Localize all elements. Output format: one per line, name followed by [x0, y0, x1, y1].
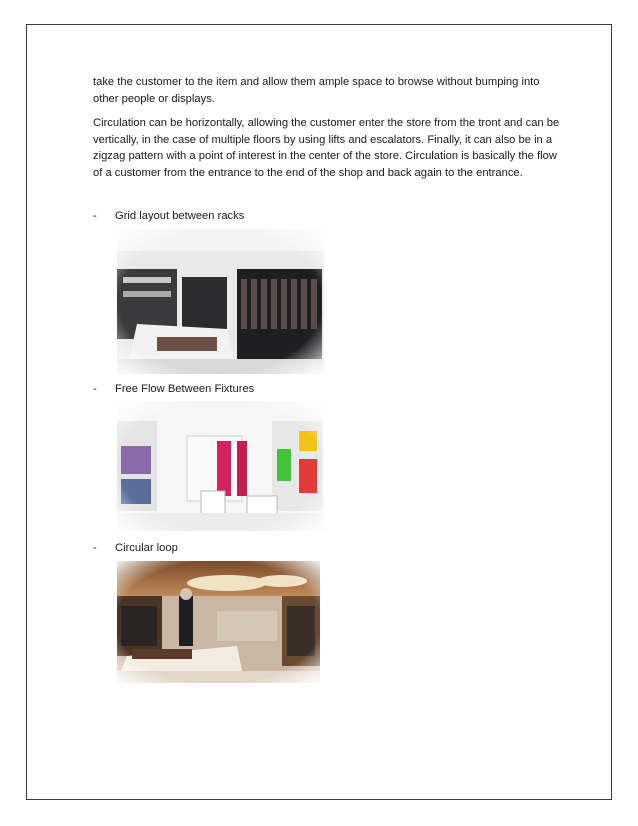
circular-loop-photo [117, 561, 320, 683]
bullet-label: Free Flow Between Fixtures [115, 383, 255, 395]
free-flow-photo [117, 401, 324, 531]
bullet-label: Circular loop [115, 542, 178, 554]
bullet-circular-loop [93, 541, 178, 555]
body-text [93, 74, 563, 181]
bullet-free-flow [93, 382, 254, 396]
bullet-grid-layout [93, 209, 244, 223]
grid-layout-photo [117, 229, 324, 374]
paragraph-1: take the customer to the item and allow them ample space to browse without bumping into other people or displays. [93, 76, 540, 105]
bullet-label: Grid layout between racks [115, 210, 245, 222]
bullet-dash: - [93, 210, 97, 222]
bullet-dash: - [93, 383, 97, 395]
paragraph-2: Circulation can be horizontally, allowing the customer enter the store from the tront and can be vertically, in the case of multiple floors by using lifts and escalators. Finally, it can also be in a zigzag pattern with a point of interest in the center of the store. Circulation is basically the flow of a customer from the entrance to the end of the shop and back again to the entrance. [93, 117, 560, 179]
bullet-dash: - [93, 542, 97, 554]
